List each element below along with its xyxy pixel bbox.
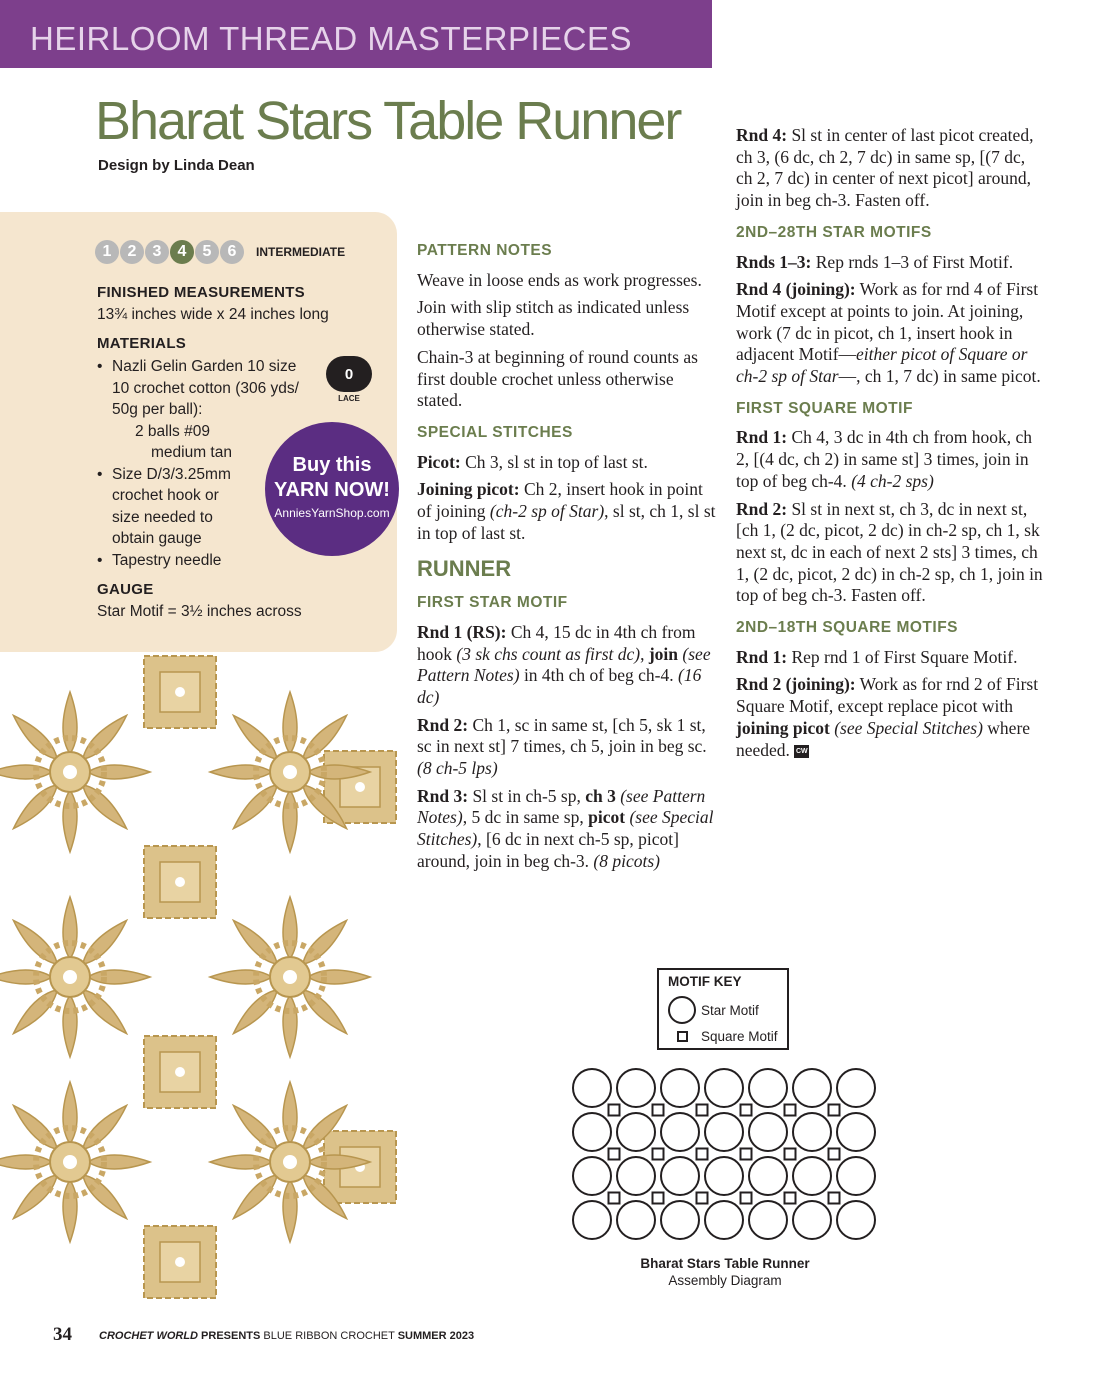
square-motif bbox=[653, 1193, 664, 1204]
stitch-text: , sl st, ch 1, sl st in top of last st. bbox=[417, 501, 716, 543]
pattern-note: Weave in loose ends as work progresses. bbox=[417, 269, 702, 290]
round-instruction bbox=[736, 279, 1046, 388]
square-motif-label: Square Motif bbox=[701, 1029, 778, 1044]
round-text: Rep rnd 1 of First Square Motif. bbox=[787, 646, 1018, 667]
star-motif-icon bbox=[668, 996, 696, 1024]
round-text: , [6 dc in next ch-5 sp, picot] around, join in beg ch-3. bbox=[417, 829, 679, 871]
crochet-runner-photo bbox=[0, 652, 400, 1312]
square-motif bbox=[829, 1105, 840, 1116]
end-mark-icon: CW bbox=[794, 745, 809, 758]
material-line: Tapestry needle bbox=[112, 551, 222, 569]
star-motif bbox=[793, 1201, 831, 1239]
skill-dot-1: 1 bbox=[95, 240, 119, 264]
round-text: Work as for rnd 2 of First Square Motif, except replace picot with bbox=[736, 674, 1039, 717]
square-motif bbox=[609, 1105, 620, 1116]
round-text: where needed. bbox=[736, 717, 1031, 760]
star-motif bbox=[749, 1201, 787, 1239]
square-motif bbox=[609, 1193, 620, 1204]
round-text: Ch 4, 3 dc in 4th ch from hook, ch 2, [(4 dc, ch 2) in same st] 3 times, join in top of beg ch-4. bbox=[736, 427, 1033, 491]
motif-key bbox=[657, 968, 789, 1050]
round-text: , 5 dc in same sp, bbox=[462, 807, 589, 828]
column-middle bbox=[417, 240, 717, 879]
round-label: Rnd 1: bbox=[736, 427, 788, 448]
diagram-caption-title: Bharat Stars Table Runner bbox=[640, 1256, 810, 1271]
square-motif bbox=[653, 1105, 664, 1116]
stitch-label: Picot: bbox=[417, 451, 461, 472]
star-motif bbox=[837, 1113, 875, 1151]
star-motif bbox=[837, 1069, 875, 1107]
gauge-text: Star Motif = 3½ inches across bbox=[97, 603, 302, 620]
gauge-heading: GAUGE bbox=[97, 581, 154, 598]
designer-name: Linda Dean bbox=[173, 157, 255, 174]
round-label: Rnd 2: bbox=[736, 498, 788, 519]
round-note: (see Pattern Notes) bbox=[417, 785, 706, 828]
round-text: Rep rnds 1–3 of First Motif. bbox=[811, 251, 1014, 272]
round-text: Work as for rnd 4 of First Motif except at points to join. At joining, work (7 dc in picot, ch 1, insert hook in adjacent Motif— bbox=[736, 279, 1039, 365]
star-motif bbox=[837, 1157, 875, 1195]
pattern-note: Chain-3 at beginning of round counts as first double crochet unless otherwise stated. bbox=[417, 346, 698, 411]
star-motif bbox=[617, 1069, 655, 1107]
finished-measurements-heading: FINISHED MEASUREMENTS bbox=[97, 284, 305, 301]
stitch-label: Joining picot: bbox=[417, 479, 520, 500]
skill-dot-2: 2 bbox=[120, 240, 144, 264]
footer-season: SUMMER 2023 bbox=[397, 1330, 475, 1342]
footer-issue: BLUE RIBBON CROCHET bbox=[263, 1330, 398, 1342]
special-stitches-heading: SPECIAL STITCHES bbox=[417, 423, 573, 441]
star-motif bbox=[793, 1113, 831, 1151]
round-instruction bbox=[736, 125, 1046, 212]
square-motif bbox=[653, 1149, 664, 1160]
star-motif bbox=[705, 1157, 743, 1195]
first-star-heading: FIRST STAR MOTIF bbox=[417, 594, 568, 612]
material-line: Nazli Gelin Garden 10 size bbox=[112, 358, 297, 375]
round-label: Rnd 2: bbox=[417, 714, 469, 735]
round-note: either picot of Square or ch-2 sp of Star bbox=[736, 344, 1028, 387]
stitch-text: Ch 2, insert hook in point of joining bbox=[417, 479, 703, 522]
round-label: Rnd 1 (RS): bbox=[417, 621, 507, 642]
round-instruction bbox=[736, 647, 1046, 669]
round-count: (8 picots) bbox=[593, 850, 661, 871]
round-note: (3 sk chs count as first dc) bbox=[456, 643, 641, 664]
square-motif bbox=[741, 1149, 752, 1160]
square-motif-icon bbox=[677, 1031, 688, 1042]
material-line: 2 balls #09 bbox=[135, 422, 210, 440]
round-text: Ch 4, 15 dc in 4th ch from hook bbox=[417, 621, 696, 664]
round-instruction bbox=[417, 622, 717, 709]
round-note: (see Pattern Notes) bbox=[417, 643, 711, 686]
footer-credit bbox=[99, 1330, 474, 1342]
square-2-18-heading: 2ND–18TH SQUARE MOTIFS bbox=[736, 619, 959, 637]
round-instruction bbox=[736, 674, 1046, 761]
finished-measurements-text: 13¾ inches wide x 24 inches long bbox=[97, 306, 329, 323]
star-motif bbox=[749, 1113, 787, 1151]
round-text: Sl st in center of last picot created, ch 3, (6 dc, ch 2, 7 dc) in same sp, [(7 dc, ch 2, 7 dc) in center of next picot] around, join in beg ch-3. Fasten off. bbox=[736, 125, 1034, 211]
section-banner-text: HEIRLOOM THREAD MASTERPIECES bbox=[30, 20, 632, 57]
yarn-weight-badge bbox=[326, 356, 372, 406]
round-term: joining picot bbox=[736, 717, 830, 738]
material-item bbox=[97, 550, 322, 572]
footer-presents: PRESENTS bbox=[198, 1330, 264, 1342]
materials-heading: MATERIALS bbox=[97, 335, 187, 352]
square-motif bbox=[785, 1105, 796, 1116]
footer-magazine: CROCHET WORLD bbox=[99, 1330, 198, 1342]
skill-dot-3: 3 bbox=[145, 240, 169, 264]
column-right bbox=[736, 125, 1046, 767]
material-line: 50g per ball): bbox=[112, 401, 203, 418]
square-motif bbox=[829, 1193, 840, 1204]
square-motif bbox=[741, 1193, 752, 1204]
star-motif bbox=[661, 1157, 699, 1195]
skill-dot-6: 6 bbox=[220, 240, 244, 264]
star-motif bbox=[837, 1201, 875, 1239]
stitch-text: Ch 3, sl st in top of last st. bbox=[460, 451, 648, 472]
star-motif bbox=[617, 1201, 655, 1239]
round-label: Rnd 4: bbox=[736, 125, 788, 145]
round-count: (16 dc) bbox=[417, 665, 702, 707]
diagram-caption-sub: Assembly Diagram bbox=[668, 1273, 782, 1288]
round-term: picot bbox=[588, 807, 626, 828]
round-text: , bbox=[640, 643, 649, 664]
runner-heading: RUNNER bbox=[417, 556, 512, 582]
square-motif bbox=[697, 1149, 708, 1160]
square-motif bbox=[697, 1193, 708, 1204]
round-label: Rnd 1: bbox=[736, 646, 788, 667]
square-motif bbox=[609, 1149, 620, 1160]
round-text: Ch 1, sc in same st, [ch 5, sk 1 st, sc in next st] 7 times, ch 5, join in beg sc. bbox=[417, 714, 707, 757]
byline bbox=[98, 157, 255, 174]
material-line: 10 crochet cotton (306 yds/ bbox=[112, 379, 299, 397]
round-term: join bbox=[648, 643, 679, 664]
round-instruction bbox=[736, 499, 1046, 608]
star-motif bbox=[705, 1069, 743, 1107]
round-label: Rnds 1–3: bbox=[736, 251, 812, 272]
round-term: ch 3 bbox=[585, 785, 616, 806]
round-text: —, ch 1, 7 dc) in same picot. bbox=[838, 366, 1041, 387]
round-count: (4 ch-2 sps) bbox=[851, 470, 934, 491]
section-banner bbox=[0, 0, 712, 68]
round-label: Rnd 2 (joining): bbox=[736, 674, 856, 695]
round-instruction bbox=[736, 427, 1046, 492]
star-motif bbox=[749, 1157, 787, 1195]
star-motif bbox=[617, 1113, 655, 1151]
material-line: crochet hook or bbox=[112, 487, 219, 504]
skill-dot-4: 4 bbox=[170, 240, 194, 264]
round-label: Rnd 4 (joining): bbox=[736, 279, 856, 300]
buy-url: AnniesYarnShop.com bbox=[274, 506, 390, 520]
star-motif bbox=[573, 1201, 611, 1239]
round-instruction bbox=[417, 786, 717, 873]
yarn-weight-label: LACE bbox=[338, 394, 360, 403]
round-text: Sl st in ch-5 sp, bbox=[468, 785, 586, 806]
square-motif bbox=[785, 1149, 796, 1160]
star-motif-label: Star Motif bbox=[701, 1003, 759, 1018]
buy-line-2: YARN NOW! bbox=[274, 479, 390, 501]
star-2-28-heading: 2ND–28TH STAR MOTIFS bbox=[736, 223, 932, 241]
first-square-heading: FIRST SQUARE MOTIF bbox=[736, 399, 913, 417]
star-motif bbox=[749, 1069, 787, 1107]
byline-prefix: Design by bbox=[98, 157, 174, 174]
buy-yarn-button[interactable] bbox=[265, 422, 399, 556]
stitch-note: (ch-2 sp of Star) bbox=[489, 501, 605, 522]
square-motif bbox=[697, 1105, 708, 1116]
buy-line-1: Buy this bbox=[292, 454, 372, 476]
page-title: Bharat Stars Table Runner bbox=[95, 91, 681, 151]
round-note: (see Special Stitches) bbox=[417, 807, 714, 850]
star-motif bbox=[705, 1201, 743, 1239]
skill-dot-5: 5 bbox=[195, 240, 219, 264]
star-motif bbox=[573, 1157, 611, 1195]
round-count: (8 ch-5 lps) bbox=[417, 758, 498, 779]
skill-label: INTERMEDIATE bbox=[256, 245, 346, 259]
round-instruction bbox=[417, 715, 717, 780]
star-motif bbox=[661, 1201, 699, 1239]
star-motif bbox=[661, 1113, 699, 1151]
material-item bbox=[97, 356, 322, 378]
square-motif bbox=[741, 1105, 752, 1116]
special-stitch-joining bbox=[417, 479, 717, 544]
star-motif bbox=[573, 1069, 611, 1107]
star-motif bbox=[661, 1069, 699, 1107]
page-number: 34 bbox=[53, 1324, 72, 1345]
star-motif bbox=[573, 1113, 611, 1151]
pattern-note: Join with slip stitch as indicated unless otherwise stated. bbox=[417, 297, 690, 340]
special-stitch-picot bbox=[417, 452, 717, 474]
yarn-weight-icon: 0 bbox=[326, 356, 372, 392]
round-label: Rnd 3: bbox=[417, 785, 469, 806]
star-motif bbox=[705, 1113, 743, 1151]
round-text: in 4th ch of beg ch-4. bbox=[519, 665, 678, 686]
skill-level-row bbox=[95, 240, 345, 264]
square-motif bbox=[829, 1149, 840, 1160]
material-line: size needed to bbox=[112, 508, 213, 526]
star-motif bbox=[793, 1069, 831, 1107]
pattern-notes-heading: PATTERN NOTES bbox=[417, 242, 553, 259]
star-motif bbox=[793, 1157, 831, 1195]
material-line: obtain gauge bbox=[112, 530, 202, 547]
round-note: (see Special Stitches) bbox=[834, 717, 983, 738]
round-text: Sl st in next st, ch 3, dc in next st, [ch 1, (2 dc, picot, 2 dc) in ch-2 sp, ch 1, sk next st, dc in each of next 2 sts] 3 times, ch 1, (2 dc, picot, 2 dc) in ch-2 sp, ch 1, join in top of beg ch-3. Fasten off. bbox=[736, 498, 1043, 606]
star-motif bbox=[617, 1157, 655, 1195]
motif-key-title: MOTIF KEY bbox=[668, 974, 742, 989]
material-line: medium tan bbox=[151, 444, 232, 461]
round-instruction bbox=[736, 252, 1046, 274]
assembly-diagram bbox=[570, 1066, 882, 1246]
material-line: Size D/3/3.25mm bbox=[112, 465, 231, 483]
square-motif bbox=[785, 1193, 796, 1204]
